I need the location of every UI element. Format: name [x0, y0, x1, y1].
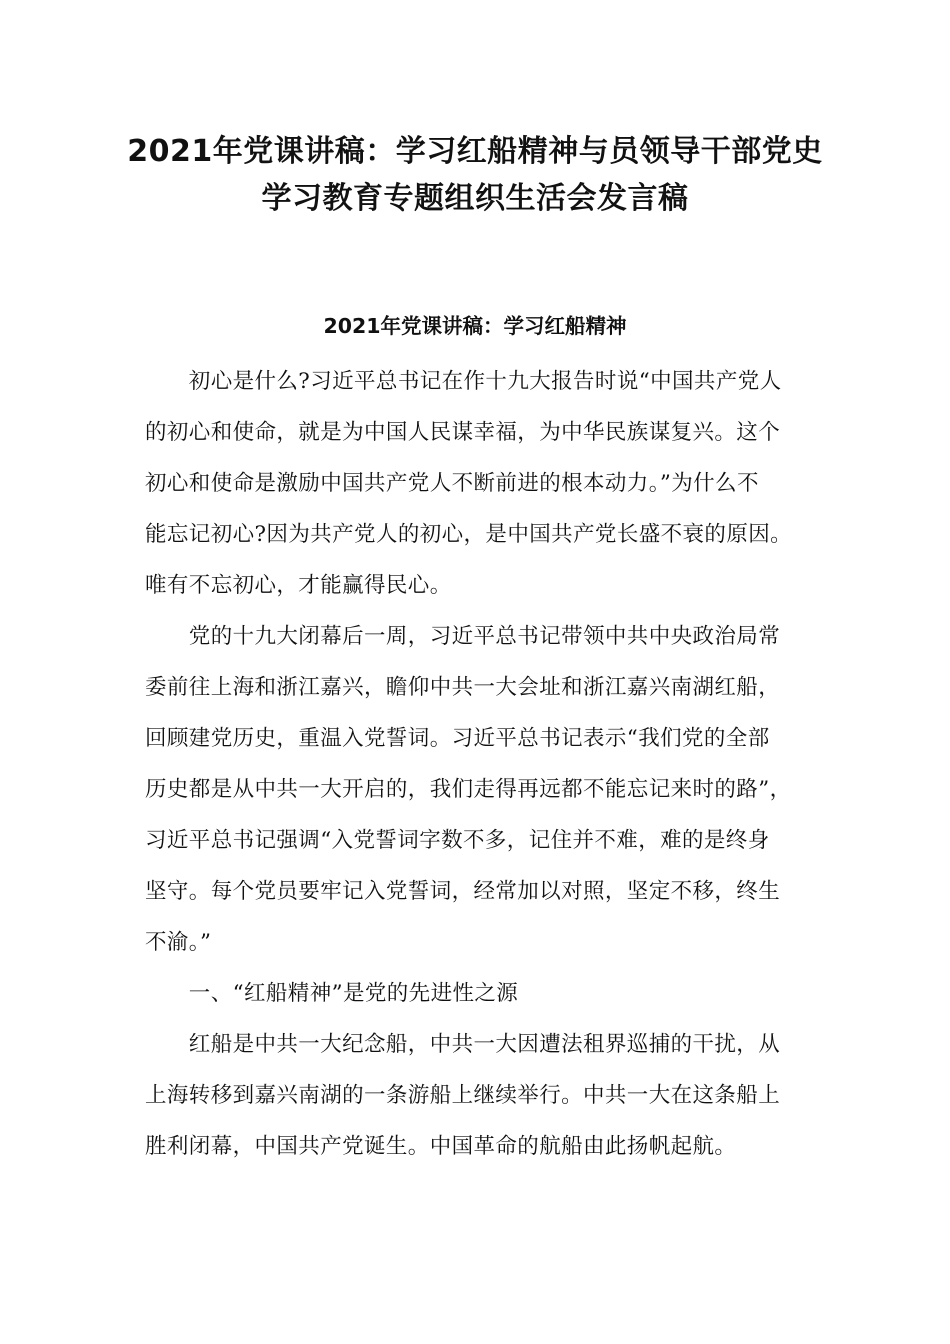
document-title: [100, 128, 850, 222]
document-body: [145, 356, 805, 1172]
paragraph-line: 胜利闭幕，中国共产党诞生。中国革命的航船由此扬帆起航。: [145, 1134, 737, 1159]
document-title-line: 2021年党课讲稿：学习红船精神与员领导干部党史: [127, 134, 823, 169]
paragraph-red-boat: [145, 1019, 805, 1172]
paragraph-line: 不渝。”: [145, 930, 212, 955]
paragraph-line: 一、“红船精神”是党的先进性之源: [145, 981, 519, 1006]
paragraph-line: 能忘记初心?因为共产党人的初心，是中国共产党长盛不衰的原因。: [145, 522, 793, 547]
paragraph-line: 习近平总书记强调“入党誓词字数不多，记住并不难，难的是终身: [145, 828, 770, 853]
paragraph-line: 上海转移到嘉兴南湖的一条游船上继续举行。中共一大在这条船上: [145, 1083, 781, 1108]
paragraph-line: 初心是什么?习近平总书记在作十九大报告时说“中国共产党人: [145, 369, 782, 394]
paragraph-line: 唯有不忘初心，才能赢得民心。: [145, 573, 452, 598]
paragraph-line: 党的十九大闭幕后一周，习近平总书记带领中共中央政治局常: [145, 624, 781, 649]
paragraph-line: 委前往上海和浙江嘉兴，瞻仰中共一大会址和浙江嘉兴南湖红船，: [145, 675, 781, 700]
paragraph-line: 回顾建党历史，重温入党誓词。习近平总书记表示“我们党的全部: [145, 726, 770, 751]
paragraph-original-aspiration: [145, 356, 805, 611]
paragraph-line: 坚守。每个党员要牢记入党誓词，经常加以对照，坚定不移，终生: [145, 879, 781, 904]
paragraph-line: 红船是中共一大纪念船，中共一大因遭法租界巡捕的干扰，从: [145, 1032, 781, 1057]
paragraph-line: 初心和使命是激励中国共产党人不断前进的根本动力。”为什么不: [145, 471, 759, 496]
paragraph-line: 的初心和使命，就是为中国人民谋幸福，为中华民族谋复兴。这个: [145, 420, 781, 445]
subsection-heading: [145, 968, 805, 1019]
document-title-line: 学习教育专题组织生活会发言稿: [261, 181, 689, 216]
paragraph-line: 历史都是从中共一大开启的，我们走得再远都不能忘记来时的路”，: [145, 777, 792, 802]
section-heading: 2021年党课讲稿：学习红船精神: [323, 314, 627, 338]
paragraph-visit-shanghai-jiaxing: [145, 611, 805, 968]
